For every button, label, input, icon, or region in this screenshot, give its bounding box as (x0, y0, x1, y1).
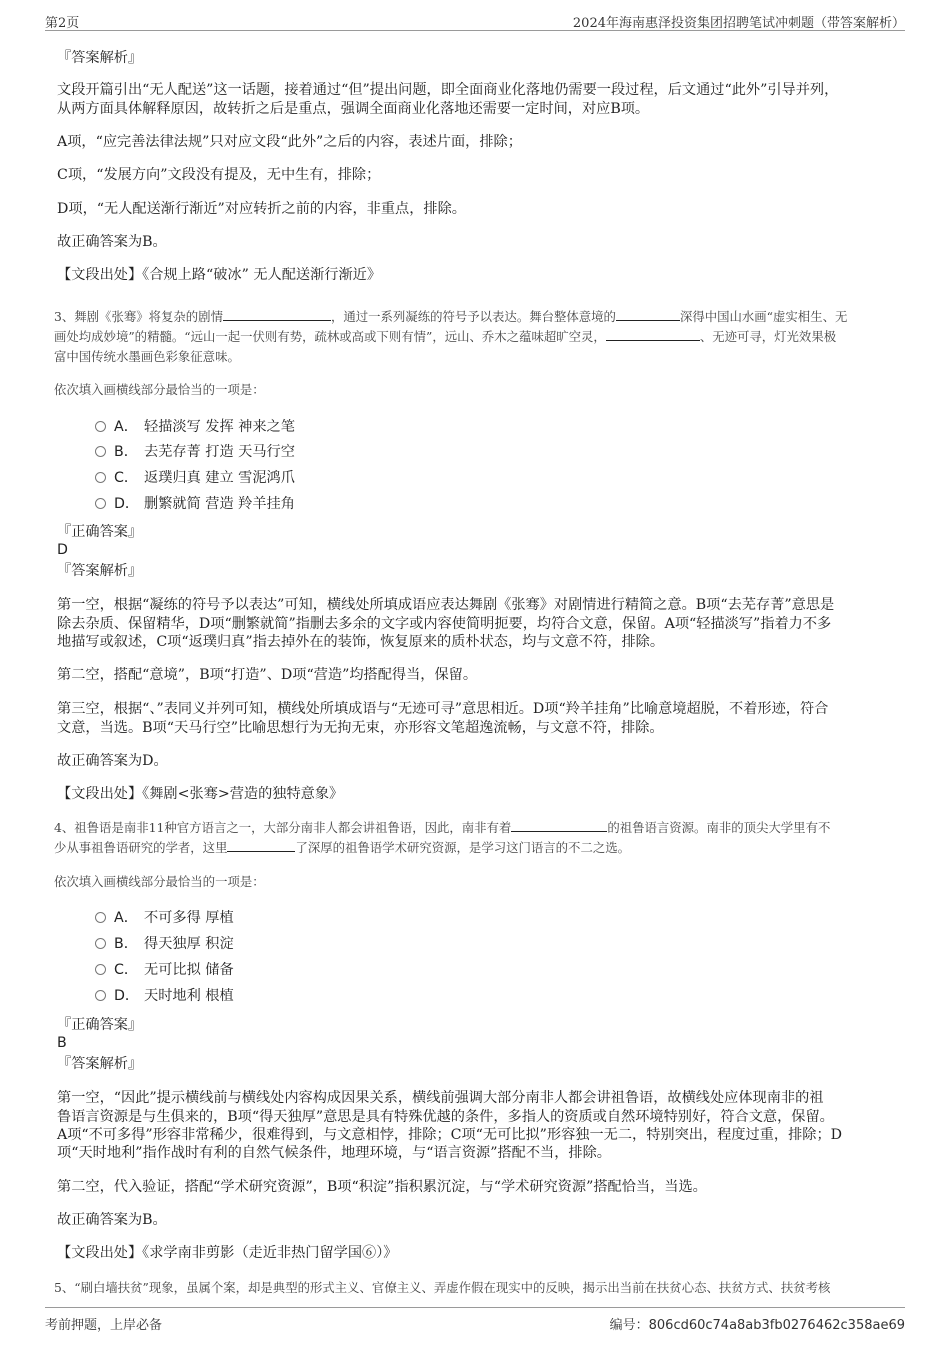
option-text: 天时地利 根植 (144, 988, 234, 1004)
answer-blank (223, 307, 331, 321)
option-text: 去芜存菁 打造 天马行空 (144, 444, 295, 460)
option-label: C． (114, 962, 139, 978)
q2-analysis-line: 从两方面具体解释原因，故转折之后是重点，强调全面商业化落地还需要一定时间，对应B项。 (57, 101, 650, 117)
q4-option-c[interactable] (95, 960, 234, 980)
q3-analysis-line: 第一空，根据“凝练的符号予以表达”可知，横线处所填成语应表达舞剧《张骞》对剧情进行精简之意。B项“去芜存菁”意思是 (57, 597, 835, 613)
answer-blank (616, 307, 680, 321)
q3-stem-text: 画处均成妙境”的精髓。“远山一起一伏则有势，疏林或高或下则有情”，远山、乔木之蕴味超旷空灵， (54, 329, 606, 344)
q3-source: 【文段出处】《舞剧<张骞>营造的独特意象》 (57, 786, 344, 802)
option-text: 返璞归真 建立 雪泥鸿爪 (144, 470, 295, 486)
q2-option-d-note: D项，“无人配送渐行渐近”对应转折之前的内容，非重点，排除。 (57, 201, 466, 217)
q3-analysis-line: 地描写或叙述，C项“返璞归真”指去掉外在的装饰，恢复原来的质朴状态，均与文意不符，排除。 (57, 634, 665, 650)
option-text: 不可多得 厚植 (144, 910, 234, 926)
radio-button[interactable] (95, 498, 106, 509)
q3-stem (54, 307, 884, 367)
q4-analysis-line: 第二空，代入验证，搭配“学术研究资源”，B项“积淀”指积累沉淀，与“学术研究资源”搭配恰当，当选。 (57, 1179, 707, 1195)
q3-option-b[interactable] (95, 442, 295, 462)
q3-analysis-line: 第三空，根据“、”表同义并列可知，横线处所填成语与“无迹可寻”意思相近。D项“羚羊挂角”比喻意境超脱，不着形迹，符合 (57, 701, 829, 717)
q3-stem-text: 、无迹可寻，灯光效果极 (699, 329, 837, 344)
q3-conclusion: 故正确答案为D。 (57, 753, 168, 769)
q2-analysis-line: 文段开篇引出“无人配送”这一话题，接着通过“但”提出问题，即全面商业化落地仍需要一段过程，后文通过“此外”引导并列， (57, 82, 839, 98)
q4-option-b[interactable] (95, 934, 234, 954)
q3-stem-text: 深得中国山水画“虚实相生、无 (679, 309, 848, 324)
q3-answer: D (57, 542, 68, 558)
q4-stem-text: 少从事祖鲁语研究的学者，这里 (54, 840, 228, 855)
q3-option-d[interactable] (95, 494, 295, 514)
option-label: A． (114, 419, 138, 435)
q2-conclusion: 故正确答案为B。 (57, 234, 167, 250)
option-label: D． (114, 496, 140, 512)
q5-stem: 5、“刷白墙扶贫”现象，虽属个案，却是典型的形式主义、官僚主义、弄虚作假在现实中的反映，揭示出当前在扶贫心态、扶贫方式、扶贫考核 (54, 1280, 831, 1295)
q3-stem-text: ，通过一系列凝练的符号予以表达。舞台整体意境的 (330, 309, 616, 324)
option-text: 删繁就简 营造 羚羊挂角 (144, 496, 295, 512)
code-value: 806cd60c74a8ab3fb0276462c358ae69 (648, 1318, 905, 1333)
option-label: A． (114, 910, 138, 926)
answer-blank (606, 327, 700, 341)
q3-answer-label: 『正确答案』 (57, 524, 143, 540)
q3-option-a[interactable] (95, 417, 295, 437)
option-label: B． (114, 936, 138, 952)
q3-analysis-line: 除去杂质、保留精华，D项“删繁就简”指删去多余的文字或内容使简明扼要，均符合文意，保留。A项“轻描淡写”指着力不多 (57, 616, 832, 632)
q4-answer: B (57, 1035, 67, 1051)
q4-prompt: 依次填入画横线部分最恰当的一项是： (54, 874, 265, 889)
q2-source: 【文段出处】《合规上路“破冰” 无人配送渐行渐近》 (57, 267, 382, 283)
option-label: C． (114, 470, 139, 486)
option-text: 轻描淡写 发挥 神来之笔 (144, 419, 295, 435)
option-label: D． (114, 988, 140, 1004)
radio-button[interactable] (95, 421, 106, 432)
q2-option-a-note: A项，“应完善法律法规”只对应文段“此外”之后的内容，表述片面，排除； (57, 134, 522, 150)
option-text: 无可比拟 储备 (144, 962, 234, 978)
q4-option-d[interactable] (95, 986, 234, 1006)
q3-analysis-label: 『答案解析』 (57, 563, 143, 579)
radio-button[interactable] (95, 912, 106, 923)
radio-button[interactable] (95, 990, 106, 1001)
q3-analysis-line: 第二空，搭配“意境”，B项“打造”、D项“营造”均搭配得当，保留。 (57, 667, 478, 683)
page-number: 第2页 (45, 16, 80, 31)
q4-answer-label: 『正确答案』 (57, 1017, 143, 1033)
q4-option-a[interactable] (95, 908, 234, 928)
q3-analysis-line: 文意，当选。B项“天马行空”比喻思想行为无拘无束，亦形容文笔超逸流畅，与文意不符，排除。 (57, 720, 664, 736)
radio-button[interactable] (95, 938, 106, 949)
page-footer (45, 1307, 905, 1332)
q4-stem (54, 818, 884, 858)
answer-blank (511, 818, 607, 832)
document-code (610, 1314, 905, 1333)
footer-slogan: 考前押题，上岸必备 (45, 1318, 163, 1333)
radio-button[interactable] (95, 446, 106, 457)
q2-option-c-note: C项，“发展方向”文段没有提及，无中生有，排除； (57, 167, 381, 183)
q4-conclusion: 故正确答案为B。 (57, 1212, 167, 1228)
q4-analysis-line: 第一空，“因此”提示横线前与横线处内容构成因果关系，横线前强调大部分南非人都会讲祖鲁语，故横线处应体现南非的祖 (57, 1090, 824, 1106)
q4-analysis-line: 鲁语言资源是与生俱来的，B项“得天独厚”意思是具有特殊优越的条件，多指人的资质或自然环境特别好，符合文意，保留。 (57, 1109, 834, 1125)
q4-analysis-line: 项“天时地利”指作战时有利的自然气候条件，地理环境，与“语言资源”搭配不当，排除。 (57, 1145, 611, 1161)
q4-analysis-label: 『答案解析』 (57, 1056, 143, 1072)
q4-source: 【文段出处】《求学南非剪影（走近非热门留学国⑥）》 (57, 1245, 398, 1261)
q2-analysis-label: 『答案解析』 (57, 50, 143, 66)
option-label: B． (114, 444, 138, 460)
q4-analysis-line: A项“不可多得”形容非常稀少，很难得到，与文意相悖，排除；C项“无可比拟”形容独一无二，特别突出，程度过重，排除；D (57, 1127, 843, 1143)
radio-button[interactable] (95, 472, 106, 483)
option-text: 得天独厚 积淀 (144, 936, 234, 952)
document-title: 2024年海南惠泽投资集团招聘笔试冲刺题（带答案解析） (572, 16, 905, 31)
q4-stem-text: 了深厚的祖鲁语学术研究资源，是学习这门语言的不二之选。 (295, 840, 631, 855)
answer-blank (227, 838, 295, 852)
radio-button[interactable] (95, 964, 106, 975)
code-label: 编号： (609, 1318, 649, 1333)
page-header (45, 8, 905, 31)
q3-stem-text: 富中国传统水墨画色彩象征意味。 (54, 349, 240, 364)
q4-stem-text: 的祖鲁语言资源。南非的顶尖大学里有不 (607, 820, 831, 835)
q4-stem-text: 4、祖鲁语是南非11种官方语言之一，大部分南非人都会讲祖鲁语，因此，南非有着 (54, 820, 512, 835)
q3-stem-text: 3、舞剧《张骞》将复杂的剧情 (54, 309, 223, 324)
q3-prompt: 依次填入画横线部分最恰当的一项是： (54, 382, 265, 397)
q3-option-c[interactable] (95, 468, 295, 488)
